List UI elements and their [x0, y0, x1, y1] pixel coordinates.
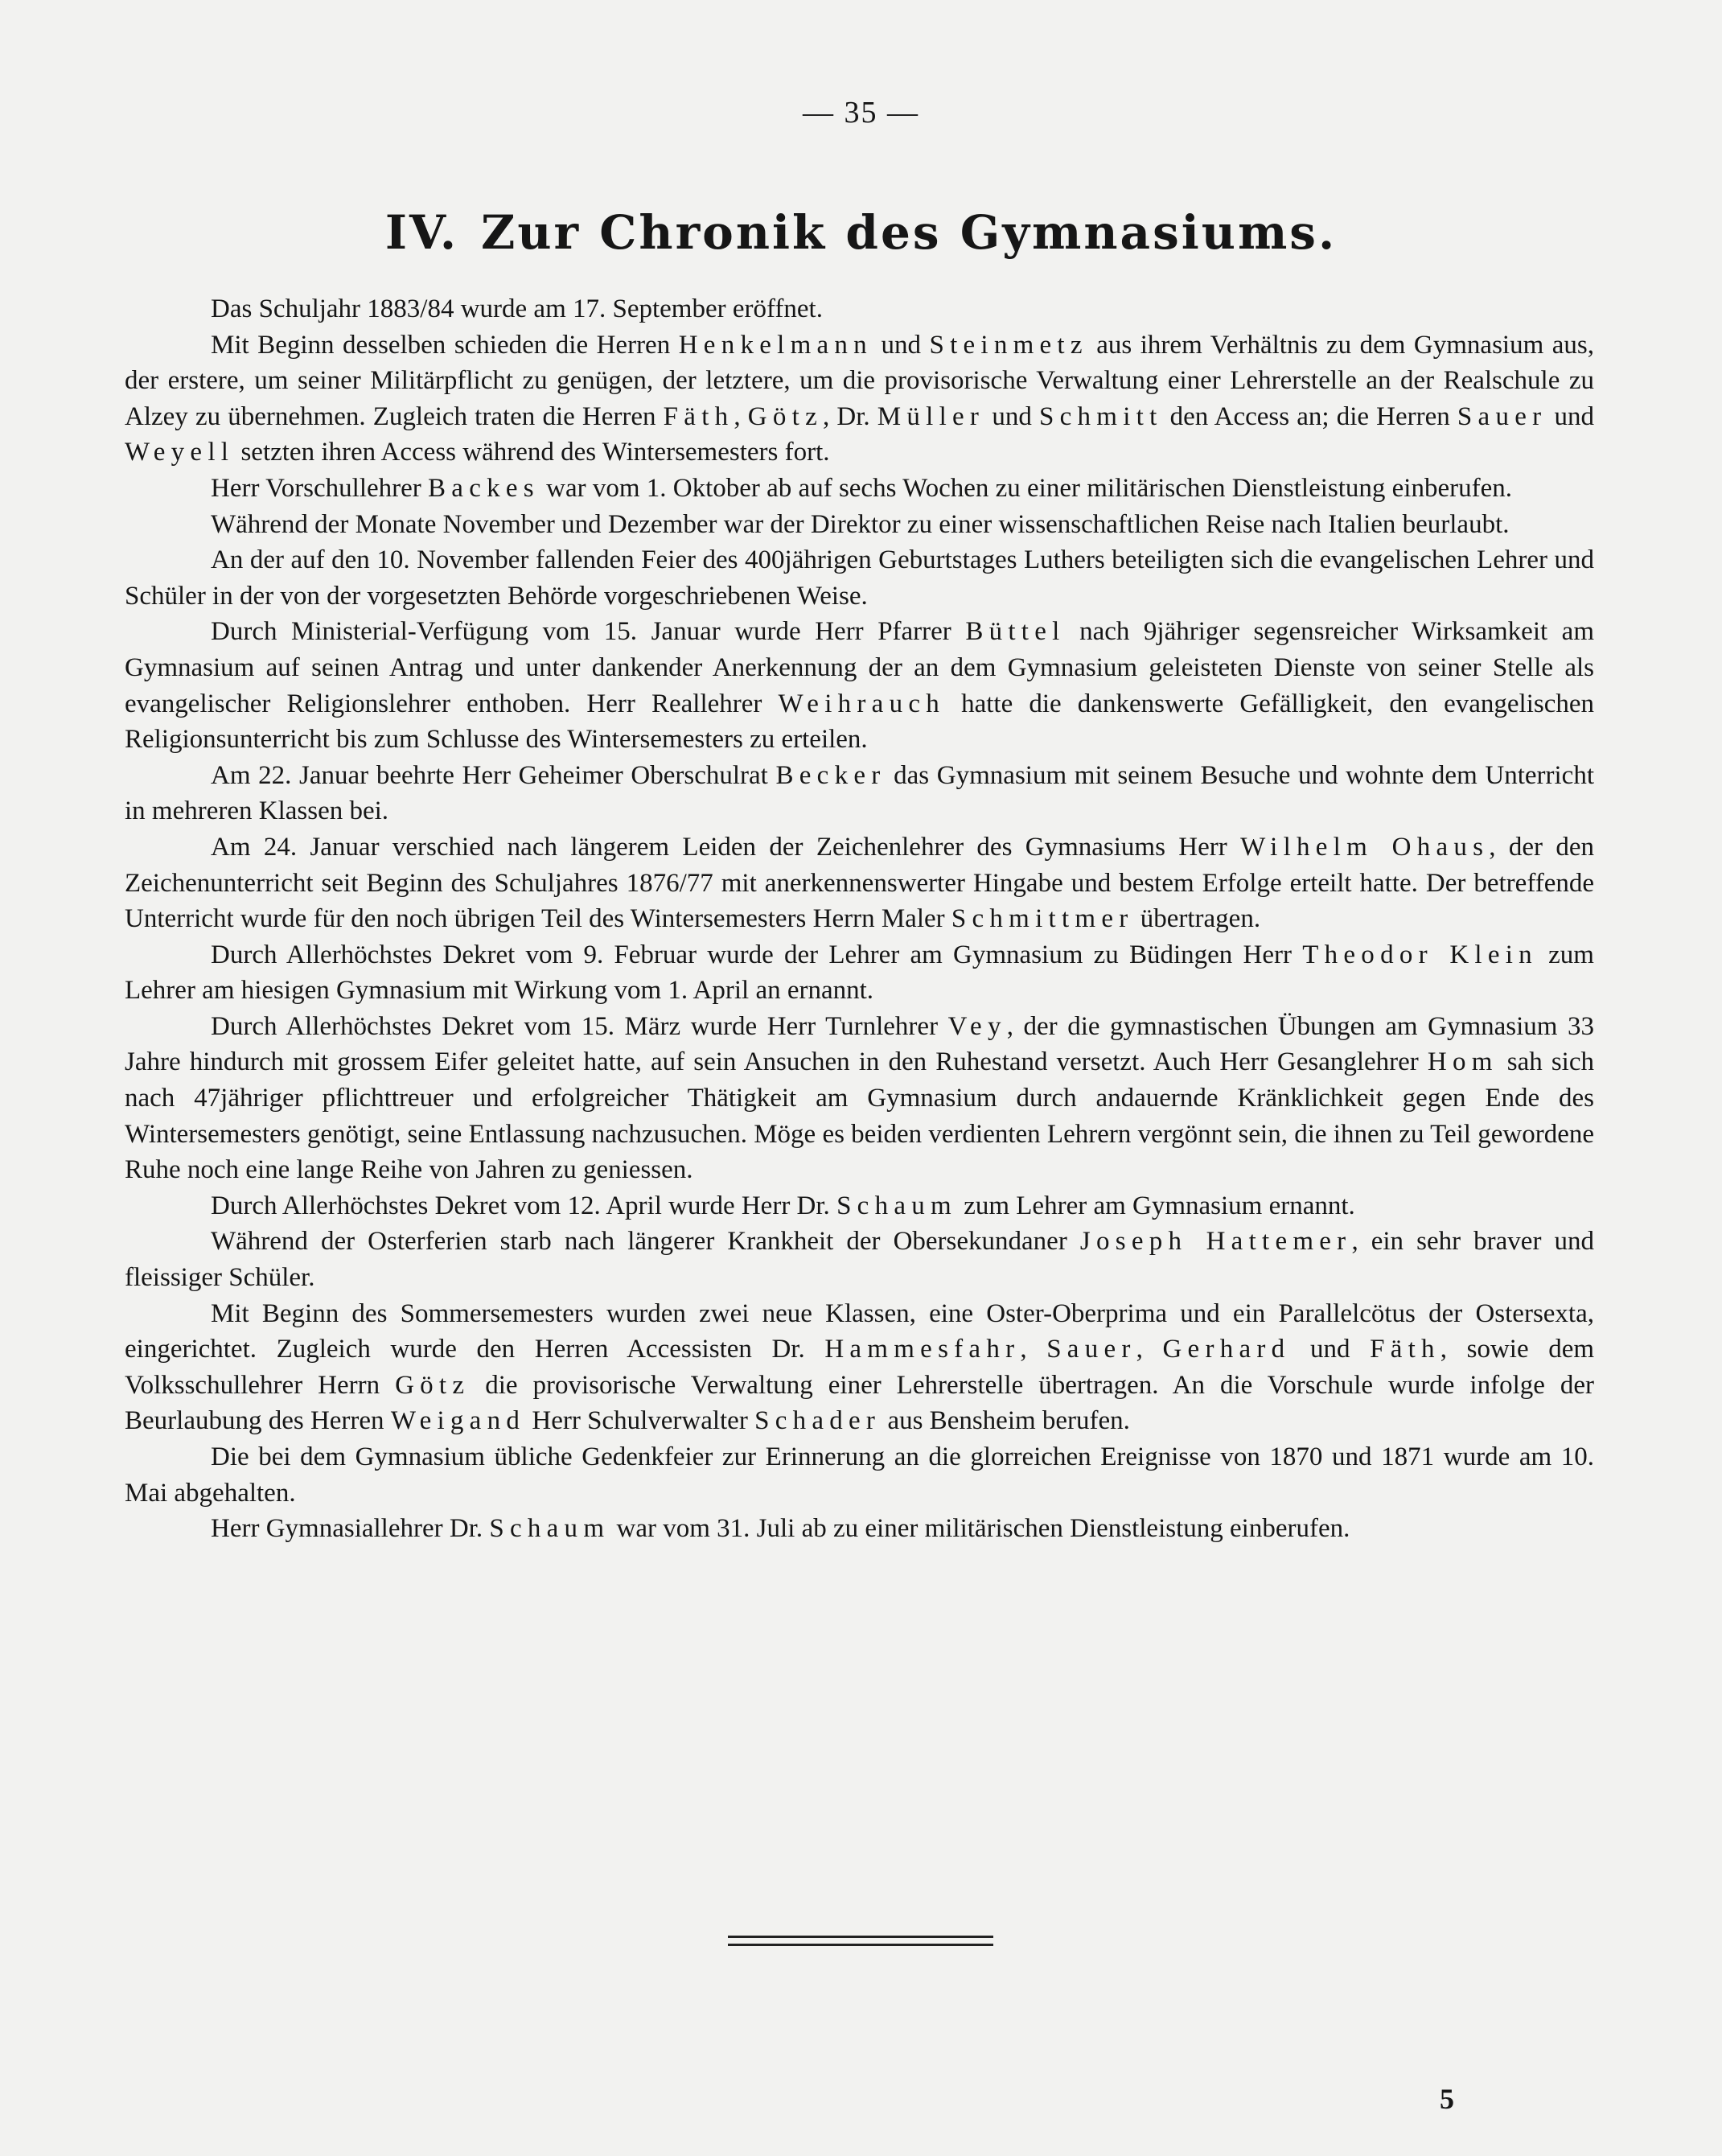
paragraph-text: Mit Beginn desselben schieden die Herren — [211, 330, 679, 360]
paragraph-text: Die bei dem Gymnasium übliche Gedenkfeier zur Erinnerung an die glorreichen Ereignisse von 1870 und 1871 wurde am 10. Mai abgehalten. — [125, 1442, 1594, 1508]
paragraph — [125, 542, 1594, 614]
paragraph — [125, 507, 1594, 543]
paragraph — [125, 471, 1594, 507]
paragraph-text: Herr Gymnasiallehrer Dr. — [211, 1514, 490, 1544]
paragraph-text: aus ihrem Verhältnis zu dem Gymnasium aus, der erstere, um seiner Militärpflicht zu genügen, der letztere, um die provisorische Verwaltung einer Lehrerstelle an der Realschule zu Alzey zu übernehmen. Zugleich traten die Herren — [125, 330, 1595, 431]
paragraph — [125, 758, 1594, 829]
paragraph-text: , der die gymnastischen Übungen am Gymnasium 33 Jahre hindurch mit grossem Eifer geleitet hatte, auf sein Ansuchen in den Ruhestand versetzt. Auch Herr Gesanglehrer — [125, 1011, 1594, 1077]
paragraph-text: , der den Zeichenunterricht seit Beginn des Schuljahres 1876/77 mit anerkennenswerter Hingabe und bestem Erfolge erteilt hatte. Der betreffende Unterricht wurde für den noch übrigen Teil des Wintersemesters Herrn Maler — [125, 832, 1594, 934]
paragraph-text: Herr Schulverwalter — [525, 1406, 755, 1436]
paragraph-text: Während der Monate November und Dezember war der Direktor zu einer wissenschaftlichen Reise nach Italien beurlaubt. — [211, 509, 1510, 539]
paragraph — [125, 829, 1594, 937]
paragraph-text: und — [1547, 401, 1595, 431]
closing-rule-top — [728, 1936, 993, 1938]
paragraph — [125, 1009, 1594, 1188]
spaced-name: Hom — [1427, 1047, 1498, 1077]
spaced-name: Schaum — [836, 1191, 957, 1220]
paragraph-text: war vom 31. Juli ab zu einer militärischen Dienstleistung einberufen. — [610, 1514, 1350, 1544]
spaced-name: Weihrauch — [778, 689, 945, 718]
spaced-name: Sauer — [1046, 1335, 1136, 1364]
paragraph-text: das Gymnasium mit seinem Besuche und wohnte dem Unterricht in mehreren Klassen bei. — [125, 760, 1594, 826]
paragraph-text: zum Lehrer am Gymnasium ernannt. — [956, 1191, 1355, 1220]
paragraph-text: Durch Allerhöchstes Dekret vom 15. März wurde Herr Turnlehrer — [211, 1011, 948, 1041]
spaced-name: Hammesfahr — [824, 1335, 1021, 1364]
page-number: — 35 — — [803, 96, 919, 130]
spaced-name: Becker — [775, 760, 886, 790]
paragraph-text: sah sich nach 47jähriger pflichttreuer und erfolgreicher Thätigkeit am Gymnasium durch andauernde Kränklichkeit gegen Ende des Wintersemesters genötigt, seine Entlassung nachzusuchen. Möge es beiden verdienten Lehrern vergönnt sein, die ihnen zu Teil gewordene Ruhe noch eine lange Reihe von Jahren zu geniessen. — [125, 1047, 1595, 1185]
spaced-name: Schmittmer — [951, 904, 1134, 934]
chronicle-text — [125, 291, 1594, 1547]
paragraph-text: , Dr. — [822, 401, 877, 431]
paragraph-text: hatte die dankenswerte Gefälligkeit, den evangelischen Religionsunterricht bis zum Schlusse des Wintersemesters zu erteilen. — [125, 689, 1595, 755]
paragraph-text: Am 22. Januar beehrte Herr Geheimer Oberschulrat — [211, 760, 776, 790]
paragraph-text: Das Schuljahr 1883/84 wurde am 17. September eröffnet. — [211, 294, 823, 323]
spaced-name: Sauer — [1457, 401, 1547, 431]
paragraph-text: war vom 1. Oktober ab auf sechs Wochen zu einer militärischen Dienstleistung einberufen. — [539, 473, 1512, 503]
paragraph-text: , sowie dem Volksschullehrer Herrn — [125, 1335, 1595, 1400]
paragraph — [125, 1511, 1594, 1547]
spaced-name: Steinmetz — [929, 330, 1088, 360]
spaced-name: Gerhard — [1162, 1335, 1291, 1364]
paragraph — [125, 291, 1594, 327]
spaced-name: Backes — [428, 473, 540, 503]
paragraph — [125, 937, 1594, 1009]
paragraph-text: Durch Allerhöchstes Dekret vom 9. Februar wurde der Lehrer am Gymnasium zu Büdingen Herr — [211, 940, 1303, 969]
spaced-name: Müller — [877, 401, 985, 431]
section-numeral: IV. — [384, 205, 459, 260]
paragraph-text: Mit Beginn des Sommersemesters wurden zwei neue Klassen, eine Oster-Oberprima und ein Parallelcötus der Ostersexta, eingerichtet. Zugleich wurde den Herren Accessisten Dr. — [125, 1298, 1594, 1364]
paragraph-text: und — [872, 330, 930, 360]
spaced-name: Büttel — [965, 617, 1066, 647]
spaced-name: Wilhelm Ohaus — [1240, 832, 1490, 862]
paragraph-text: , — [1136, 1335, 1163, 1364]
spaced-name: Götz — [747, 401, 823, 431]
paragraph-text: Während der Osterferien starb nach längerer Krankheit der Obersekundaner — [211, 1227, 1080, 1257]
paragraph-text: Herr Vorschullehrer — [211, 473, 429, 503]
spaced-name: Joseph Hattemer — [1079, 1227, 1352, 1257]
paragraph — [125, 327, 1594, 471]
paragraph-text: , — [734, 401, 748, 431]
paragraph-text: zum Lehrer am hiesigen Gymnasium mit Wirkung vom 1. April an ernannt. — [125, 940, 1594, 1006]
spaced-name: Henkelmann — [678, 330, 873, 360]
paragraph-text: setzten ihren Access während des Wintersemesters fort. — [234, 438, 830, 467]
section-title: Zur Chronik des Gymnasiums. — [481, 205, 1338, 260]
paragraph-text: nach 9jähriger segensreicher Wirksamkeit am Gymnasium auf seinen Antrag und unter dankender Anerkennung der an dem Gymnasium geleisteten Dienste von seiner Stelle als evangelischer Religionslehrer enthoben. Herr Reallehrer — [125, 617, 1594, 718]
spaced-name: Theodor Klein — [1302, 940, 1538, 969]
spaced-name: Fäth — [1370, 1335, 1440, 1364]
paragraph — [125, 614, 1594, 757]
spaced-name: Vey — [947, 1011, 1007, 1041]
spaced-name: Schader — [754, 1406, 882, 1436]
spaced-name: Götz — [395, 1370, 471, 1400]
paragraph — [125, 1439, 1594, 1511]
closing-rule-bottom — [728, 1944, 993, 1946]
paragraph-text: Durch Allerhöchstes Dekret vom 12. April wurde Herr Dr. — [211, 1191, 837, 1220]
paragraph-text: , ein sehr braver und fleissiger Schüler. — [125, 1227, 1594, 1293]
paragraph-text: aus Bensheim berufen. — [881, 1406, 1130, 1436]
signature-mark: 5 — [1440, 2083, 1454, 2115]
spaced-name: Fäth — [663, 401, 734, 431]
paragraph — [125, 1296, 1594, 1439]
paragraph-text: An der auf den 10. November fallenden Feier des 400jährigen Geburtstages Luthers beteiligten sich die evangelischen Lehrer und Schüler in der von der vorgesetzten Behörde vorgeschriebenen Weise. — [125, 545, 1594, 611]
paragraph-text: , — [1020, 1335, 1047, 1364]
spaced-name: Schaum — [489, 1514, 610, 1544]
paragraph — [125, 1224, 1594, 1295]
paragraph-text: Am 24. Januar verschied nach längerem Leiden der Zeichenlehrer des Gymnasiums Herr — [211, 832, 1241, 862]
spaced-name: Schmitt — [1039, 401, 1163, 431]
spaced-name: Weyell — [125, 438, 235, 467]
paragraph-text: übertragen. — [1133, 904, 1261, 934]
paragraph-text: den Access an; die Herren — [1162, 401, 1457, 431]
paragraph-text: die provisorische Verwaltung einer Lehrerstelle übertragen. An die Vorschule wurde infolge der Beurlaubung des Herren — [125, 1370, 1594, 1436]
paragraph — [125, 1188, 1594, 1224]
paragraph-text: und — [1290, 1335, 1371, 1364]
spaced-name: Weigand — [390, 1406, 526, 1436]
paragraph-text: und — [984, 401, 1039, 431]
section-heading — [0, 205, 1722, 260]
paragraph-text: Durch Ministerial-Verfügung vom 15. Januar wurde Herr Pfarrer — [211, 617, 966, 647]
